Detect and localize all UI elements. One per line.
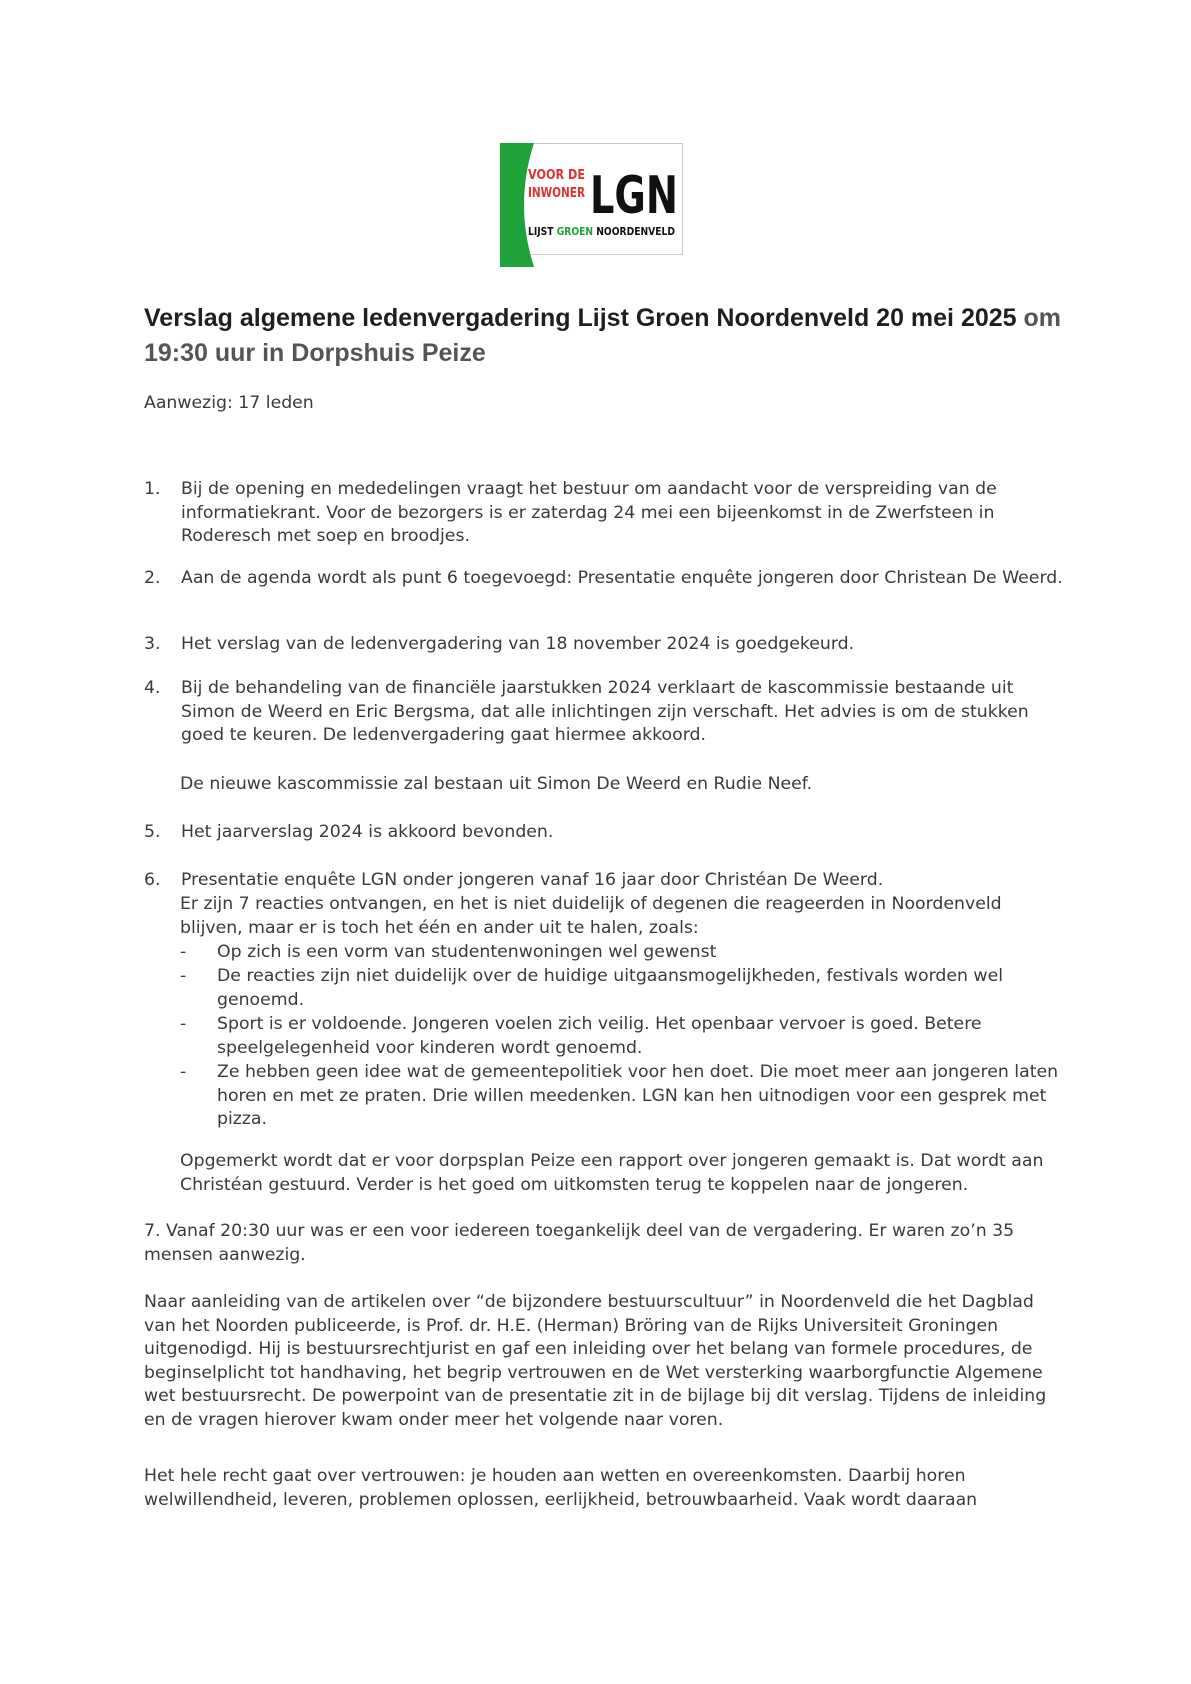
logo-voor-de: VOOR DE: [528, 168, 585, 183]
logo-green-band: [500, 143, 534, 267]
bullet-item: [180, 965, 1060, 1012]
item-number: 4.: [144, 678, 161, 698]
item-text: Bij de behandeling van de financiële jaarstukken 2024 verklaart de kascommissie bestaande uit Simon de Weerd en Eric Bergsma, dat alle inlichtingen zijn verschaft. Het advies is om de stukken goed te keuren. De ledenvergadering gaat hiermee akkoord.: [181, 678, 1029, 746]
logo-sub-lijst: LIJST: [528, 225, 563, 238]
paragraph-7: 7. Vanaf 20:30 uur was er een voor iedereen toegankelijk deel van de vergadering. Er waren zo’n 35 mensen aanwezig.: [144, 1221, 1015, 1265]
item-text: Presentatie enquête LGN onder jongeren vanaf 16 jaar door Christéan De Weerd.: [181, 870, 884, 890]
logo-lgn: LGN: [590, 166, 678, 226]
bullet-dash: -: [180, 1014, 187, 1034]
title-part-1: Verslag algemene ledenvergadering Lijst Groen Noordenveld 20 mei 2025: [144, 304, 1017, 332]
item-number: 6.: [144, 870, 161, 890]
item-6-intro: Er zijn 7 reacties ontvangen, en het is niet duidelijk of degenen die reageerden in Noordenveld blijven, maar er is toch het één en ander uit te halen, zoals:: [180, 894, 1002, 938]
bullet-item: [180, 941, 1060, 965]
lgn-logo: [500, 143, 692, 267]
list-item-6: [144, 869, 1069, 893]
item-number: 3.: [144, 634, 161, 654]
item-number: 2.: [144, 568, 161, 588]
title-part-2: om 19:30 uur in Dorpshuis Peize: [144, 304, 1062, 367]
logo-sub-groen: GROEN: [556, 225, 601, 238]
logo-subline: [528, 225, 692, 238]
bullet-text: De reacties zijn niet duidelijk over de huidige uitgaansmogelijkheden, festivals worden wel genoemd.: [217, 966, 1004, 1010]
item-number: 5.: [144, 822, 161, 842]
item-text: Bij de opening en mededelingen vraagt het bestuur om aandacht voor de verspreiding van de informatiekrant. Voor de bezorgers is er zaterdag 24 mei een bijeenkomst in de Zwerfsteen in Roderesch met soep en broodjes.: [181, 479, 997, 547]
bullet-text: Sport is er voldoende. Jongeren voelen zich veilig. Het openbaar vervoer is goed. Betere speelgelegenheid voor kinderen wordt genoemd.: [217, 1014, 982, 1058]
attendance-line: Aanwezig: 17 leden: [144, 393, 314, 413]
item-text: Het jaarverslag 2024 is akkoord bevonden.: [181, 822, 554, 842]
paragraph-trust: Het hele recht gaat over vertrouwen: je houden aan wetten en overeenkomsten. Daarbij horen welwillendheid, leveren, problemen oplossen, eerlijkheid, betrouwbaarheid. Vaak wordt daaraan: [144, 1466, 978, 1510]
bullet-dash: -: [180, 1062, 187, 1082]
list-item-1: [144, 478, 1069, 549]
bullet-text: Ze hebben geen idee wat de gemeentepolitiek voor hen doet. Die moet meer aan jongeren laten horen en met ze praten. Drie willen meedenken. LGN kan hen uitnodigen voor een gesprek met pizza.: [217, 1062, 1059, 1130]
logo-sub-noordenveld: NOORDENVELD: [593, 225, 692, 238]
bullet-dash: -: [180, 942, 187, 962]
item-number: 1.: [144, 479, 161, 499]
item-text: Aan de agenda wordt als punt 6 toegevoegd: Presentatie enquête jongeren door Christean De Weerd.: [181, 568, 1063, 588]
bullet-item: [180, 1013, 1060, 1060]
bullet-text: Op zich is een vorm van studentenwoningen wel gewenst: [217, 942, 717, 962]
logo-inwoner: INWONER: [528, 186, 585, 201]
bullet-dash: -: [180, 966, 187, 986]
item-4-note: De nieuwe kascommissie zal bestaan uit Simon De Weerd en Rudie Neef.: [180, 774, 813, 794]
item-text: Het verslag van de ledenvergadering van 18 november 2024 is goedgekeurd.: [181, 634, 855, 654]
list-item-3: [144, 633, 1069, 657]
paragraph-lecture: Naar aanleiding van de artikelen over “de bijzondere bestuurscultuur” in Noordenveld die het Dagblad van het Noorden publiceerde, is Prof. dr. H.E. (Herman) Bröring van de Rijks Universiteit Groningen uitgenodigd. Hij is bestuursrechtjurist en gaf een inleiding over het belang van formele procedures, de beginselplicht tot handhaving, het begrip vertrouwen en de Wet versterking waarborgfunctie Algemene wet bestuursrecht. De powerpoint van de presentatie zit in de bijlage bij dit verslag. Tijdens de inleiding en de vragen hierover kwam onder meer het volgende naar voren.: [144, 1292, 1047, 1430]
list-item-5: [144, 821, 1069, 845]
list-item-2: [144, 567, 1069, 591]
list-item-4: [144, 677, 1069, 748]
document-title: [144, 301, 1064, 371]
item-6-note: Opgemerkt wordt dat er voor dorpsplan Peize een rapport over jongeren gemaakt is. Dat wordt aan Christéan gestuurd. Verder is het goed om uitkomsten terug te koppelen naar de jongeren.: [180, 1151, 1044, 1195]
bullet-item: [180, 1061, 1060, 1132]
